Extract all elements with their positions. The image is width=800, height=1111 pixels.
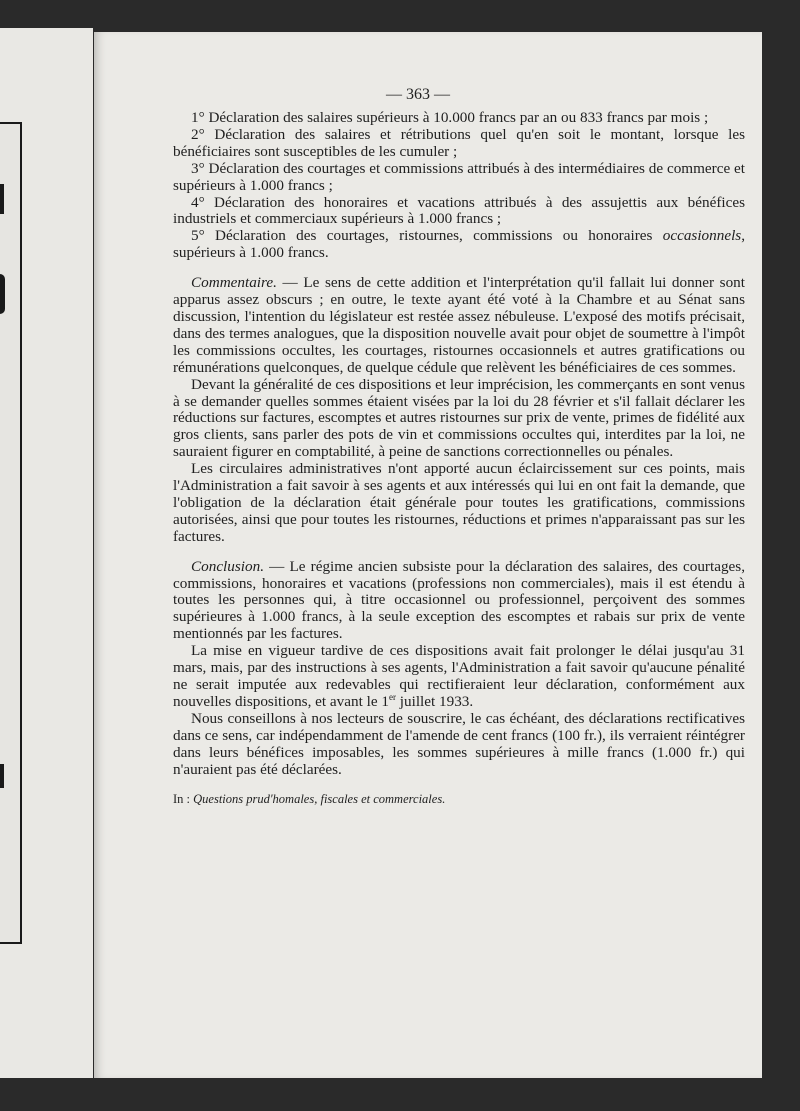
source-prefix: In :: [173, 792, 194, 807]
source-title: Questions prud'homales, fiscales et commerciales.: [193, 792, 446, 807]
page-body: [173, 86, 745, 808]
list-item: 3° Déclaration des courtages et commissions attribués à des intermédiaires de commerce et supérieurs à 1.000 francs ;: [173, 159, 745, 194]
list-item: 4° Déclaration des honoraires et vacations attribués à des assujettis aux bénéfices industriels et commerciaux supérieurs à 1.000 francs ;: [173, 193, 745, 228]
paragraph-tail: juillet 1933.: [395, 692, 474, 710]
paragraph-text: La mise en vigueur tardive de ces dispositions avait fait prolonger le délai jusqu'au 31 mars, mais, par des instructions à ses agents, l'Administration a fait savoir qu'aucune pénalité ne serait imputée aux redevables qui rectifieraient leur déclaration, conformément aux nouvelles dispositions, et avant le 1: [173, 642, 745, 710]
commentaire-section: [173, 275, 745, 546]
paragraph: Les circulaires administratives n'ont apporté aucun éclaircissement sur ces points, mais l'Administration a fait savoir à ses agents et aux intéressés qui lui en ont fait la demande, que l'obligation de la déclaration était générale pour toutes les gratifications, commissions autorisées, ainsi que pour toutes les ristournes, réductions et primes n'apparaissant pas sur les factures.: [173, 460, 745, 545]
paragraph-text: — Le régime ancien subsiste pour la déclaration des salaires, des courtages, commissions, honoraires et vacations (professions non commerciales), mais il est étendu à toutes les personnes qui, à titre occasionnel ou professionnel, perçoivent des sommes supérieures à 1.000 francs, à la seule exception des escomptes et rabais sur prix de vente mentionnés par les factures.: [173, 557, 745, 643]
paragraph-text: — Le sens de cette addition et l'interprétation qu'il fallait lui donner sont apparus assez obscurs ; en outre, le texte ayant été voté à la Chambre et au Sénat sans discussion, l'intention du législateur est restée assez nébuleuse. L'exposé des motifs précisait, dans des termes analogues, que la disposition nouvelle avait pour objet de soumettre à l'impôt les commissions occultes, les courtages, ristournes occasionnels et autres gratifications ou rémunérations quelconques, de quelque cédule que relèvent les bénéficiaires de ces sommes.: [173, 274, 745, 376]
page-number: — 363 —: [386, 86, 450, 103]
list-item: 2° Déclaration des salaires et rétributions quel qu'en soit le montant, lorsque les bénéficiaires sont susceptibles de les cumuler ;: [173, 125, 745, 160]
paragraph: [173, 643, 745, 711]
item-text: 5° Déclaration des courtages, ristournes, commissions ou honoraires: [191, 227, 653, 245]
item-emphasis: occasionnels: [662, 227, 742, 245]
section-lead: Conclusion.: [191, 557, 264, 575]
commentaire-paragraph: [173, 275, 745, 376]
conclusion-section: [173, 559, 745, 779]
conclusion-paragraph: [173, 559, 745, 644]
source-citation: [173, 791, 745, 808]
facing-page-frame: [0, 122, 22, 944]
facing-page-mark: [0, 184, 4, 214]
superscript: er: [388, 691, 396, 702]
facing-page-mark: [0, 764, 4, 788]
paragraph: Nous conseillons à nos lecteurs de souscrire, le cas échéant, des déclarations rectificatives dans ce sens, car indépendamment de l'amende de cent francs (100 fr.), ils verraient réintégrer dans leurs bénéfices imposables, les sommes supérieures à mille francs (1.000 fr.) qui n'auraient pas été déclarées.: [173, 709, 745, 778]
declaration-list: [173, 110, 745, 262]
list-item: 1° Déclaration des salaires supérieurs à 10.000 francs par an ou 833 francs par mois ;: [191, 109, 709, 126]
document-page: [94, 32, 762, 1078]
facing-page-edge: [0, 28, 93, 1078]
item-tail: , supérieurs à 1.000 francs.: [173, 227, 745, 262]
section-lead: Commentaire.: [191, 274, 277, 292]
facing-page-mark: [0, 274, 5, 314]
paragraph: Devant la généralité de ces dispositions et leur imprécision, les commerçants en sont venus à se demander quelles sommes étaient visées par la loi du 28 février et s'il fallait déclarer les réductions sur factures, escomptes et autres ristournes sur prix de vente, primes de fidélité aux gros clients, sans parler des pots de vin et commissions occultes qui, interdites par la loi, ne sauraient figurer en comptabilité, à peine de sanctions correctionnelles ou pénales.: [173, 375, 745, 461]
list-item: [173, 228, 745, 262]
